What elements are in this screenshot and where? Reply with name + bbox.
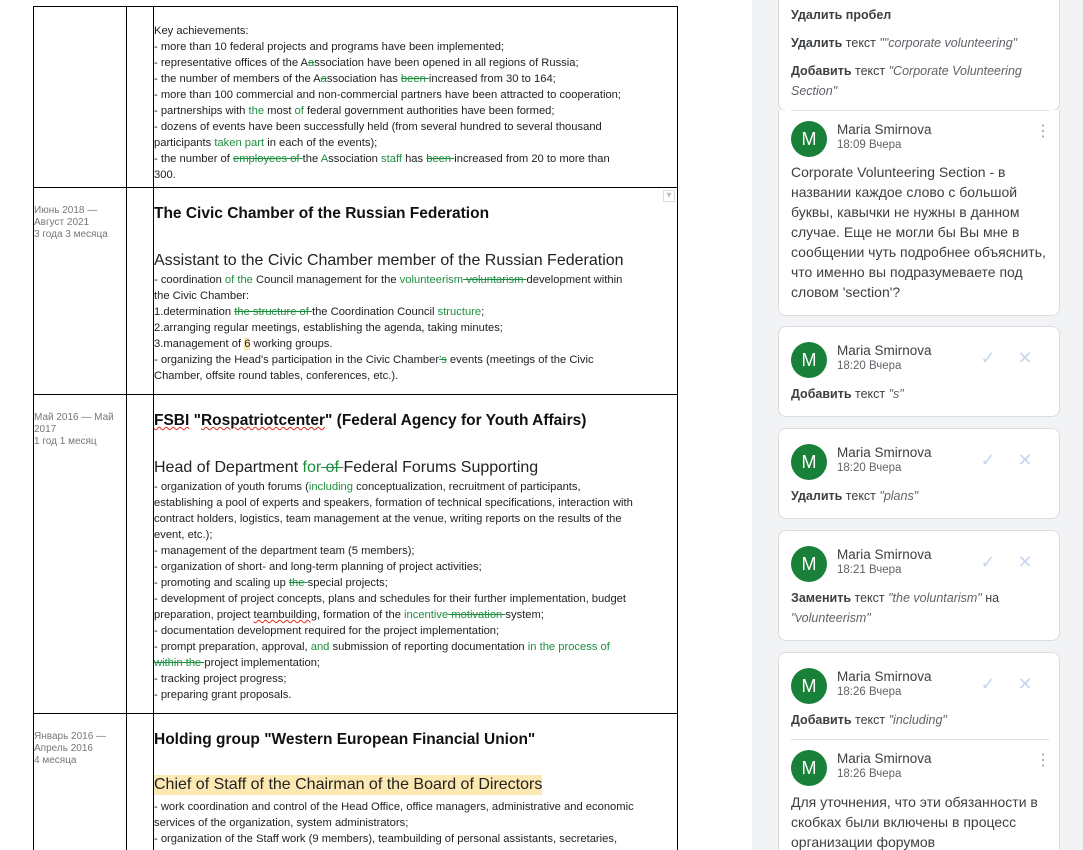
text-line: - prompt preparation, approval, and submission of reporting documentation in the process of <box>154 641 610 653</box>
text-line: - the number of members of the Aassociation has been increased from 30 to 164; <box>154 73 556 85</box>
text-line: Chamber, offsite round tables, conferences, etc.). <box>154 370 399 382</box>
avatar[interactable]: M <box>791 668 827 704</box>
divider <box>791 110 1049 111</box>
accept-suggestion-icon[interactable]: ✓ <box>980 552 996 572</box>
suggestion-text: Добавить текст "Corporate Volunteering <box>791 64 1022 78</box>
accept-suggestion-icon[interactable]: ✓ <box>980 348 996 368</box>
avatar[interactable]: M <box>791 121 827 157</box>
comment-author: Maria Smirnova <box>837 343 932 358</box>
dropdown-icon[interactable]: ▾ <box>663 190 675 202</box>
date-cell <box>34 395 127 714</box>
text-line: - partnerships with the most of federal government authorities have been formed; <box>154 105 555 117</box>
comment-author: Maria Smirnova <box>837 669 932 684</box>
avatar[interactable]: M <box>791 546 827 582</box>
org-title: Holding group "Western European Financial Union" <box>154 731 536 748</box>
avatar[interactable]: M <box>791 444 827 480</box>
comment-author: Maria Smirnova <box>837 445 932 460</box>
comments-sidebar <box>752 0 1083 850</box>
duration: 3 года 3 месяца <box>34 229 108 240</box>
cv-table <box>33 6 678 850</box>
table-row <box>34 188 678 395</box>
comment-time: 18:20 Вчера <box>837 462 902 474</box>
text-line: 300. <box>154 169 176 181</box>
text-line: - more than 10 federal projects and programs have been implemented; <box>154 41 505 53</box>
suggestion-card[interactable] <box>778 428 1060 519</box>
avatar[interactable]: M <box>791 342 827 378</box>
text-line: contract holders, logistics, team management at the venue, writing reports on the results of the <box>154 513 622 525</box>
text-line: - more than 100 commercial and non-commercial partners have been attracted to cooperation; <box>154 89 622 101</box>
date-range: Январь 2016 — <box>34 731 107 742</box>
text-line: - development of project concepts, plans and schedules for their further implementation, budget <box>154 593 627 605</box>
suggestion-text: Заменить текст "the voluntarism" на <box>791 591 1000 605</box>
text-line: - preparing grant proposals. <box>154 689 292 701</box>
reject-suggestion-icon[interactable]: ✕ <box>1017 552 1033 572</box>
table-row <box>34 395 678 714</box>
suggestion-text: Добавить текст "including" <box>791 713 947 727</box>
comment-time: 18:26 Вчера <box>837 768 902 780</box>
more-options-icon[interactable]: ⋮ <box>1035 123 1051 140</box>
text-line: preparation, project teambuilding, formation of the incentive motivation system; <box>154 609 544 621</box>
spacer-cell <box>127 714 154 850</box>
text-line: Key achievements: <box>154 25 249 37</box>
content-cell[interactable] <box>154 714 678 850</box>
divider <box>791 739 1049 740</box>
text-line: - promoting and scaling up the special projects; <box>154 577 388 589</box>
date-range: 2017 <box>34 424 57 435</box>
text-line: - organizing the Head's participation in the Civic Chamber's events (meetings of the Civic <box>154 354 594 366</box>
comment-time: 18:26 Вчера <box>837 686 902 698</box>
suggestion-card[interactable] <box>778 326 1060 417</box>
position-title: Head of Department for of Federal Forums Supporting <box>154 459 539 476</box>
content-cell[interactable] <box>154 188 678 395</box>
comment-time: 18:21 Вчера <box>837 564 902 576</box>
suggestion-text: "volunteerism" <box>791 611 871 625</box>
org-title: FSBI "Rospatriotcenter" (Federal Agency for Youth Affairs) <box>154 412 587 429</box>
avatar[interactable]: M <box>791 750 827 786</box>
spacer-cell <box>127 395 154 714</box>
suggestion-card[interactable] <box>778 0 1060 111</box>
text-line: - documentation development required for the project implementation; <box>154 625 500 637</box>
comment-text: Для уточнения, что эти обязанности в скобках были включены в процесс организации форумов <box>791 794 1038 850</box>
text-line: - coordination of the Council management for the volunteerism voluntarism development within <box>154 274 623 286</box>
accept-suggestion-icon[interactable]: ✓ <box>980 450 996 470</box>
text-line: - work coordination and control of the Head Office, office managers, administrative and economic <box>154 801 634 813</box>
text-line: - organization of youth forums (including conceptualization, recruitment of participants, <box>154 481 581 493</box>
accept-suggestion-icon[interactable]: ✓ <box>980 674 996 694</box>
reject-suggestion-icon[interactable]: ✕ <box>1017 348 1033 368</box>
text-line: services of the organization, system administrators; <box>154 817 409 829</box>
suggestion-card[interactable] <box>778 530 1060 641</box>
date-range: Май 2016 — Май <box>34 412 114 423</box>
text-line: - organization of short- and long-term planning of project activities; <box>154 561 482 573</box>
suggestion-text: Удалить пробел <box>791 8 892 22</box>
comment-card[interactable] <box>778 110 1060 316</box>
comment-time: 18:20 Вчера <box>837 360 902 372</box>
suggestion-card[interactable] <box>778 652 1060 850</box>
suggestion-text: Удалить текст ""corporate volunteering" <box>791 36 1018 50</box>
comment-author: Maria Smirnova <box>837 122 932 137</box>
text-line: - organization of the Staff work (9 members), teambuilding of personal assistants, secretaries, <box>154 833 618 845</box>
text-line: - tracking project progress; <box>154 673 287 685</box>
text-line: within the project implementation; <box>154 657 321 669</box>
date-cell <box>34 714 127 850</box>
suggestion-text: Добавить текст "s" <box>791 387 904 401</box>
table-row <box>34 714 678 850</box>
suggestion-text: Удалить текст "plans" <box>791 489 919 503</box>
org-title: The Civic Chamber of the Russian Federation <box>154 205 490 222</box>
reject-suggestion-icon[interactable]: ✕ <box>1017 450 1033 470</box>
duration: 4 месяца <box>34 755 77 766</box>
text-line: - management of the department team (5 members); <box>154 545 415 557</box>
comment-text: Corporate Volunteering Section - в названии каждое слово с большой буквы, кавычки не нужны в данном случае. Еще не могли бы Вы мне в сообщении чуть подробнее объяснить, что именно вы подразумеваете под словом 'section'? <box>791 164 1046 300</box>
text-line: - representative offices of the Aassociation have been opened in all regions of Russia; <box>154 57 579 69</box>
text-line: - dozens of events have been successfully held (from several hundred to several thousand <box>154 121 602 133</box>
more-options-icon[interactable]: ⋮ <box>1035 752 1051 769</box>
date-cell <box>34 7 127 188</box>
position-title: Assistant to the Civic Chamber member of the Russian Federation <box>154 252 624 269</box>
comment-author: Maria Smirnova <box>837 547 932 562</box>
spacer-cell <box>127 188 154 395</box>
date-range: Апрель 2016 <box>34 743 93 754</box>
comment-author: Maria Smirnova <box>837 751 932 766</box>
content-cell[interactable] <box>154 395 678 714</box>
comment-time: 18:09 Вчера <box>837 139 902 151</box>
text-line: participants taken part in each of the events); <box>154 137 378 149</box>
text-line: 1.determination the structure of the Coordination Council structure; <box>154 306 485 318</box>
suggestion-text: Section" <box>791 84 838 98</box>
date-cell <box>34 188 127 395</box>
text-line: 3.management of 6 working groups. <box>154 338 333 350</box>
date-range: Июнь 2018 — <box>34 205 98 216</box>
text-line: 2.arranging regular meetings, establishing the agenda, taking minutes; <box>154 322 503 334</box>
content-cell[interactable] <box>154 7 678 188</box>
spacer-cell <box>127 7 154 188</box>
duration: 1 год 1 месяц <box>34 436 97 447</box>
position-title: Chief of Staff of the Chairman of the Board of Directors <box>154 776 543 793</box>
text-line: establishing a pool of experts and speakers, formation of technical specifications, interaction with <box>154 497 633 509</box>
text-line: event, etc.); <box>154 529 213 541</box>
reject-suggestion-icon[interactable]: ✕ <box>1017 674 1033 694</box>
table-row <box>34 7 678 188</box>
text-line: the Civic Chamber: <box>154 290 250 302</box>
text-line: - the number of employees of the Association staff has been increased from 20 to more than <box>154 153 610 165</box>
date-range: Август 2021 <box>34 217 90 228</box>
